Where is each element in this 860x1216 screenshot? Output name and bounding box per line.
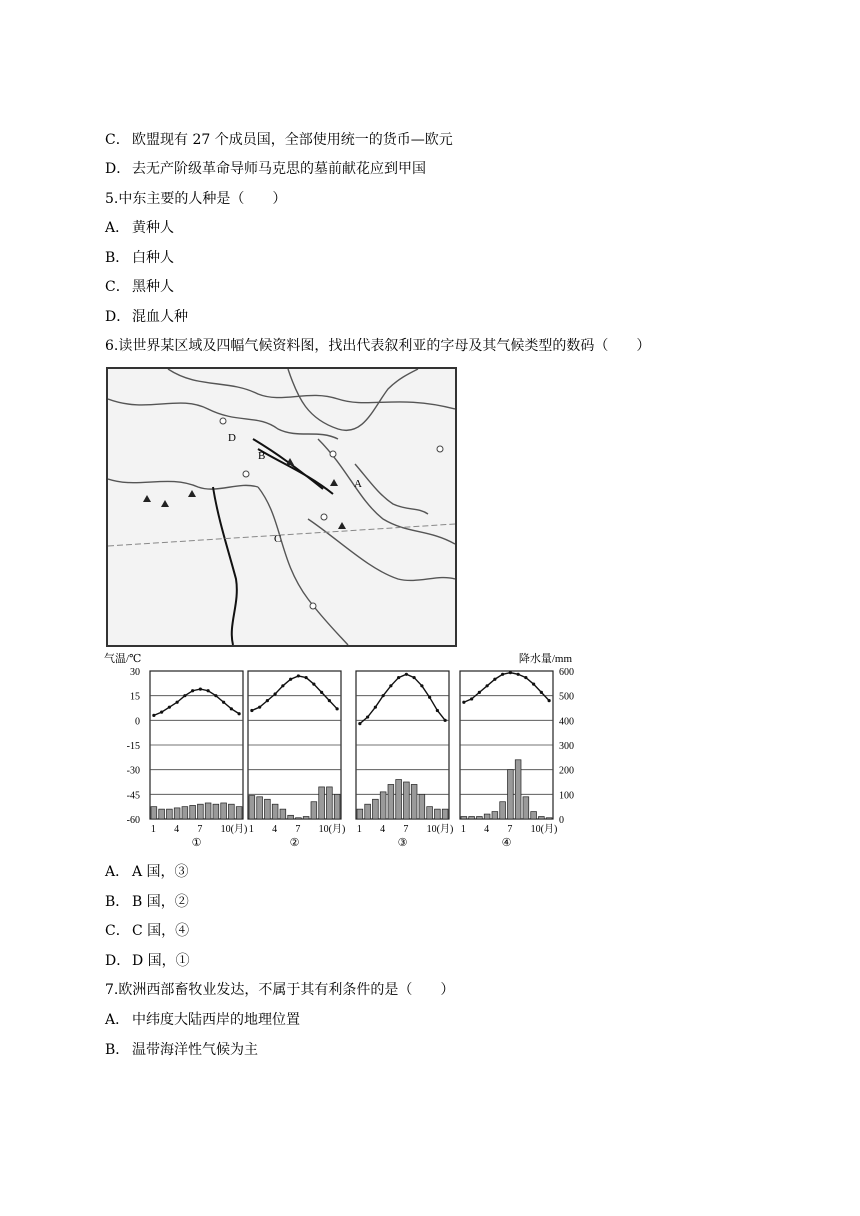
q5-option-c bbox=[105, 278, 174, 296]
temperature-point bbox=[336, 707, 339, 710]
precipitation-bar bbox=[249, 796, 255, 819]
precipitation-bar bbox=[492, 812, 498, 819]
precipitation-bar bbox=[435, 809, 441, 819]
precipitation-bar bbox=[539, 817, 545, 819]
precipitation-bar bbox=[334, 794, 340, 819]
precipitation-bar bbox=[167, 809, 173, 819]
precipitation-bar bbox=[500, 802, 506, 819]
precipitation-tick-label: 600 bbox=[559, 667, 574, 678]
precipitation-bar bbox=[484, 814, 490, 819]
temperature-point bbox=[222, 701, 225, 704]
precipitation-bar bbox=[388, 784, 394, 819]
temperature-point bbox=[462, 701, 465, 704]
temperature-point bbox=[444, 719, 447, 722]
temperature-point bbox=[250, 709, 253, 712]
temperature-point bbox=[238, 712, 241, 715]
temperature-ticks bbox=[127, 667, 140, 826]
temperature-tick-label: -60 bbox=[126, 815, 140, 826]
q7-option-b bbox=[105, 1041, 258, 1059]
month-tick-label: 10(月) bbox=[220, 824, 248, 835]
climate-panels bbox=[150, 671, 557, 849]
temperature-point bbox=[289, 678, 292, 681]
temperature-point bbox=[382, 694, 385, 697]
option-letter: C． bbox=[105, 923, 130, 939]
temperature-point bbox=[548, 699, 551, 702]
map-rivers bbox=[213, 439, 333, 645]
precipitation-tick-label: 200 bbox=[559, 765, 574, 777]
temperature-point bbox=[176, 701, 179, 704]
option-letter: D． bbox=[105, 309, 131, 325]
precipitation-bar bbox=[198, 804, 204, 819]
option-text: D 国，① bbox=[132, 953, 190, 969]
precipitation-bar bbox=[151, 807, 157, 819]
precipitation-bar bbox=[327, 787, 333, 819]
temperature-point bbox=[305, 676, 308, 679]
temperature-point bbox=[470, 697, 473, 700]
precipitation-bar bbox=[404, 782, 410, 819]
precipitation-bar bbox=[174, 808, 180, 819]
month-tick-label: 1 bbox=[460, 824, 466, 835]
precipitation-bar bbox=[396, 780, 402, 819]
temperature-point bbox=[493, 678, 496, 681]
precipitation-bar bbox=[523, 797, 529, 819]
precipitation-tick-label: 400 bbox=[559, 716, 574, 728]
precipitation-bar bbox=[469, 817, 475, 819]
temperature-point bbox=[486, 684, 489, 687]
month-tick-label: 10(月) bbox=[530, 824, 558, 835]
climate-charts bbox=[104, 649, 584, 849]
temperature-point bbox=[199, 687, 202, 690]
option-letter: A． bbox=[105, 864, 130, 880]
option-letter: C． bbox=[105, 279, 130, 295]
precipitation-tick-label: 300 bbox=[559, 741, 574, 752]
month-tick-label: 4 bbox=[380, 824, 386, 835]
temperature-point bbox=[274, 692, 277, 695]
precipitation-bar bbox=[442, 809, 448, 819]
precipitation-bar bbox=[311, 802, 317, 819]
precipitation-axis-label: 降水量/mm bbox=[518, 653, 572, 665]
temperature-point bbox=[328, 699, 331, 702]
month-tick-label: 4 bbox=[174, 824, 180, 835]
precipitation-bar bbox=[205, 803, 211, 819]
option-text: 黄种人 bbox=[132, 220, 174, 236]
q5-option-a bbox=[105, 219, 174, 237]
map-label-d: D bbox=[228, 432, 236, 444]
precipitation-bar bbox=[296, 818, 302, 819]
temperature-point bbox=[524, 676, 527, 679]
temperature-point bbox=[540, 691, 543, 694]
precipitation-bar bbox=[236, 807, 242, 819]
temperature-point bbox=[420, 684, 423, 687]
precipitation-bar bbox=[213, 804, 219, 819]
temperature-point bbox=[358, 722, 361, 725]
option-letter: D． bbox=[105, 953, 131, 969]
option-letter: C． bbox=[105, 132, 130, 148]
temperature-axis-label: 气温/℃ bbox=[104, 653, 142, 665]
climate-panel bbox=[356, 671, 453, 849]
temperature-point bbox=[207, 689, 210, 692]
temperature-tick-label: -30 bbox=[126, 765, 140, 777]
temperature-point bbox=[436, 709, 439, 712]
temperature-point bbox=[374, 706, 377, 709]
precipitation-bar bbox=[319, 787, 325, 819]
q5-option-d bbox=[105, 308, 188, 326]
precipitation-bar bbox=[280, 809, 286, 819]
q6-option-c bbox=[105, 922, 189, 940]
precipitation-bar bbox=[427, 807, 433, 819]
precipitation-bar bbox=[357, 809, 363, 819]
q4-option-d bbox=[105, 160, 426, 178]
option-letter: B． bbox=[105, 250, 130, 266]
temperature-point bbox=[532, 683, 535, 686]
panel-label: ② bbox=[289, 837, 300, 849]
option-text: 欧盟现有 27 个成员国，全部使用统一的货币—欧元 bbox=[132, 132, 453, 148]
precipitation-tick-label: 500 bbox=[559, 691, 574, 703]
temperature-point bbox=[168, 706, 171, 709]
precipitation-tick-label: 100 bbox=[559, 790, 574, 802]
precipitation-bar bbox=[515, 760, 521, 819]
temperature-point bbox=[366, 715, 369, 718]
temperature-tick-label: 30 bbox=[130, 667, 140, 678]
q7-option-a bbox=[105, 1011, 300, 1029]
precipitation-ticks bbox=[559, 667, 574, 826]
q6-option-b bbox=[105, 893, 189, 911]
temperature-point bbox=[478, 691, 481, 694]
temperature-tick-label: -45 bbox=[126, 790, 140, 802]
temperature-point bbox=[517, 673, 520, 676]
precipitation-bar bbox=[229, 804, 235, 819]
q6-stem: 6.读世界某区域及四幅气候资料图，找出代表叙利亚的字母及其气候类型的数码（ ） bbox=[105, 338, 651, 354]
climate-chart-svg bbox=[104, 649, 584, 849]
month-tick-label: 7 bbox=[403, 824, 409, 835]
map-label-c: C bbox=[274, 533, 282, 545]
precipitation-bar bbox=[190, 805, 196, 819]
q5-option-b bbox=[105, 249, 174, 267]
month-tick-label: 10(月) bbox=[426, 824, 454, 835]
month-tick-label: 7 bbox=[295, 824, 301, 835]
q6-option-a bbox=[105, 863, 189, 881]
precipitation-bar bbox=[182, 807, 188, 819]
precipitation-bar bbox=[272, 804, 278, 819]
option-text: 去无产阶级革命导师马克思的墓前献花应到甲国 bbox=[132, 161, 426, 177]
option-text: 黑种人 bbox=[132, 279, 174, 295]
temperature-point bbox=[297, 674, 300, 677]
panel-label: ① bbox=[191, 837, 202, 849]
climate-panel bbox=[150, 671, 247, 849]
month-tick-label: 10(月) bbox=[318, 824, 346, 835]
map-coastlines bbox=[108, 369, 455, 645]
temperature-point bbox=[191, 689, 194, 692]
option-text: 中纬度大陆西岸的地理位置 bbox=[132, 1012, 300, 1028]
temperature-point bbox=[266, 699, 269, 702]
precipitation-bar bbox=[373, 799, 379, 819]
temperature-point bbox=[413, 676, 416, 679]
month-tick-label: 4 bbox=[272, 824, 278, 835]
map-label-a: A bbox=[354, 478, 362, 490]
climate-panel bbox=[460, 671, 557, 849]
precipitation-bar bbox=[288, 815, 294, 819]
option-text: C 国，④ bbox=[132, 923, 190, 939]
panel-label: ④ bbox=[501, 837, 512, 849]
month-tick-label: 1 bbox=[248, 824, 254, 835]
temperature-point bbox=[509, 671, 512, 674]
precipitation-bar bbox=[380, 792, 386, 819]
precipitation-bar bbox=[531, 812, 537, 819]
option-letter: D． bbox=[105, 161, 131, 177]
temperature-point bbox=[214, 694, 217, 697]
month-tick-label: 4 bbox=[484, 824, 490, 835]
temperature-point bbox=[389, 684, 392, 687]
month-tick-label: 1 bbox=[150, 824, 156, 835]
option-letter: B． bbox=[105, 894, 130, 910]
precipitation-bar bbox=[546, 818, 552, 819]
option-text: 白种人 bbox=[132, 250, 174, 266]
q5-stem: 5.中东主要的人种是（ ） bbox=[105, 191, 287, 207]
temperature-point bbox=[152, 714, 155, 717]
precipitation-bar bbox=[265, 799, 271, 819]
temperature-tick-label: 15 bbox=[130, 691, 140, 703]
option-text: 混血人种 bbox=[132, 309, 188, 325]
option-letter: B． bbox=[105, 1042, 130, 1058]
option-text: B 国，② bbox=[132, 894, 189, 910]
region-map bbox=[106, 367, 457, 647]
q6-option-d bbox=[105, 952, 190, 970]
precipitation-bar bbox=[477, 817, 483, 819]
map-peak-markers bbox=[143, 458, 346, 529]
precipitation-bar bbox=[411, 784, 417, 819]
panel-label: ③ bbox=[397, 837, 408, 849]
precipitation-bar bbox=[221, 803, 227, 819]
option-letter: A． bbox=[105, 220, 130, 236]
option-text: 温带海洋性气候为主 bbox=[132, 1042, 258, 1058]
temperature-tick-label: 0 bbox=[135, 716, 140, 728]
temperature-point bbox=[160, 711, 163, 714]
option-letter: A． bbox=[105, 1012, 130, 1028]
precipitation-bar bbox=[365, 804, 371, 819]
climate-panel bbox=[248, 671, 345, 849]
precipitation-bar bbox=[303, 817, 309, 819]
temperature-point bbox=[501, 673, 504, 676]
temperature-tick-label: -15 bbox=[126, 741, 140, 752]
q7-stem: 7.欧洲西部畜牧业发达，不属于其有利条件的是（ ） bbox=[105, 982, 455, 998]
option-text: A 国，③ bbox=[132, 864, 189, 880]
month-tick-label: 1 bbox=[356, 824, 362, 835]
temperature-point bbox=[230, 707, 233, 710]
temperature-point bbox=[320, 691, 323, 694]
precipitation-bar bbox=[419, 794, 425, 819]
precipitation-bar bbox=[257, 797, 263, 819]
precipitation-bar bbox=[461, 817, 467, 819]
q4-option-c bbox=[105, 131, 453, 149]
temperature-point bbox=[397, 676, 400, 679]
month-tick-label: 7 bbox=[507, 824, 513, 835]
precipitation-bar bbox=[508, 770, 514, 819]
temperature-point bbox=[428, 696, 431, 699]
temperature-point bbox=[312, 683, 315, 686]
month-tick-label: 7 bbox=[197, 824, 203, 835]
temperature-point bbox=[281, 684, 284, 687]
temperature-point bbox=[258, 706, 261, 709]
precipitation-bar bbox=[159, 809, 165, 819]
temperature-point bbox=[405, 673, 408, 676]
temperature-point bbox=[183, 694, 186, 697]
map-label-b: B bbox=[258, 450, 266, 462]
precipitation-tick-label: 0 bbox=[559, 815, 564, 826]
map-drawing bbox=[108, 369, 455, 645]
